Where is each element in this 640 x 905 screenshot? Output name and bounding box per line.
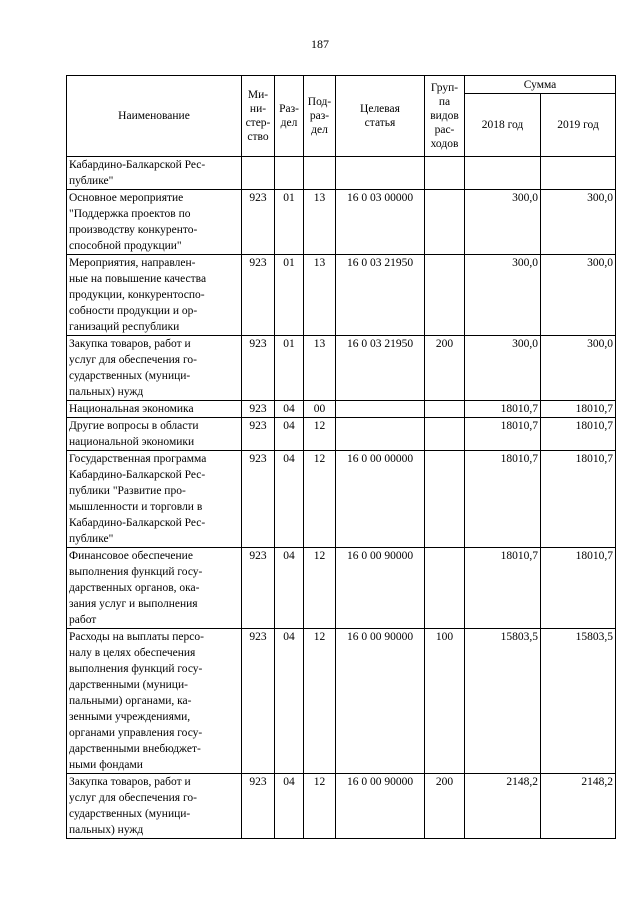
- cell-name: Другие вопросы в области национальной экономики: [67, 418, 242, 451]
- cell-sum-2018: [465, 157, 541, 190]
- cell-subsection: 13: [304, 336, 336, 401]
- header-subsection: Под- раз- дел: [304, 76, 336, 157]
- cell-expense-group: [425, 190, 465, 255]
- header-sum: Сумма: [465, 76, 616, 94]
- header-section: Раз- дел: [275, 76, 304, 157]
- cell-section: 01: [275, 190, 304, 255]
- cell-sum-2018: 300,0: [465, 190, 541, 255]
- cell-expense-group: [425, 451, 465, 548]
- cell-ministry: [242, 157, 275, 190]
- cell-name: Мероприятия, направлен- ные на повышение качества продукции, конкурентоспо- собности продукции и ор- ганизаций республики: [67, 255, 242, 336]
- cell-subsection: 12: [304, 774, 336, 839]
- cell-sum-2018: 300,0: [465, 336, 541, 401]
- cell-subsection: 13: [304, 190, 336, 255]
- cell-section: 01: [275, 336, 304, 401]
- header-expense-group: Груп- па видов рас- ходов: [425, 76, 465, 157]
- cell-subsection: 12: [304, 418, 336, 451]
- cell-sum-2018: 18010,7: [465, 548, 541, 629]
- cell-sum-2019: 18010,7: [541, 401, 616, 418]
- cell-ministry: 923: [242, 401, 275, 418]
- cell-ministry: 923: [242, 629, 275, 774]
- cell-sum-2019: 300,0: [541, 190, 616, 255]
- cell-expense-group: [425, 255, 465, 336]
- cell-name: Закупка товаров, работ и услуг для обеспечения го- сударственных (муници- пальных) нужд: [67, 774, 242, 839]
- cell-ministry: 923: [242, 336, 275, 401]
- cell-target-article: 16 0 03 21950: [336, 255, 425, 336]
- cell-ministry: 923: [242, 418, 275, 451]
- cell-ministry: 923: [242, 451, 275, 548]
- page-number: 187: [311, 37, 329, 51]
- cell-name: Национальная экономика: [67, 401, 242, 418]
- cell-target-article: [336, 418, 425, 451]
- cell-subsection: 12: [304, 629, 336, 774]
- cell-subsection: 00: [304, 401, 336, 418]
- cell-section: [275, 157, 304, 190]
- cell-sum-2019: 18010,7: [541, 418, 616, 451]
- cell-sum-2019: 18010,7: [541, 548, 616, 629]
- cell-sum-2019: 15803,5: [541, 629, 616, 774]
- cell-ministry: 923: [242, 255, 275, 336]
- cell-section: 04: [275, 418, 304, 451]
- cell-name: Основное мероприятие "Поддержка проектов по производству конкуренто- способной продукции": [67, 190, 242, 255]
- cell-sum-2019: 18010,7: [541, 451, 616, 548]
- cell-target-article: 16 0 03 00000: [336, 190, 425, 255]
- cell-target-article: [336, 401, 425, 418]
- table-row: [67, 255, 616, 336]
- cell-name: Расходы на выплаты персо- налу в целях обеспечения выполнения функций госу- дарственными (муници- пальными) органами, ка- зенными учреждениями, органами управления госу- дарственными внебюджет- ными фондами: [67, 629, 242, 774]
- header-name: Наименование: [67, 76, 242, 157]
- cell-target-article: 16 0 00 90000: [336, 629, 425, 774]
- cell-ministry: 923: [242, 190, 275, 255]
- cell-expense-group: 100: [425, 629, 465, 774]
- cell-sum-2018: 15803,5: [465, 629, 541, 774]
- header-year-2019: 2019 год: [541, 94, 616, 157]
- table-body: [67, 157, 616, 839]
- cell-expense-group: [425, 401, 465, 418]
- cell-section: 04: [275, 774, 304, 839]
- cell-sum-2019: 300,0: [541, 255, 616, 336]
- cell-sum-2019: 300,0: [541, 336, 616, 401]
- cell-expense-group: 200: [425, 774, 465, 839]
- table-row: [67, 548, 616, 629]
- cell-section: 04: [275, 548, 304, 629]
- cell-target-article: 16 0 03 21950: [336, 336, 425, 401]
- cell-sum-2018: 18010,7: [465, 401, 541, 418]
- cell-sum-2018: 18010,7: [465, 451, 541, 548]
- cell-target-article: 16 0 00 90000: [336, 774, 425, 839]
- budget-table: [66, 75, 616, 839]
- cell-sum-2018: 2148,2: [465, 774, 541, 839]
- cell-section: 04: [275, 451, 304, 548]
- table-row: [67, 629, 616, 774]
- cell-sum-2018: 300,0: [465, 255, 541, 336]
- header-year-2018: 2018 год: [465, 94, 541, 157]
- cell-expense-group: [425, 548, 465, 629]
- cell-expense-group: [425, 157, 465, 190]
- cell-name: Финансовое обеспечение выполнения функций госу- дарственных органов, ока- зания услуг и выполнения работ: [67, 548, 242, 629]
- cell-expense-group: [425, 418, 465, 451]
- table-row: [67, 774, 616, 839]
- cell-target-article: 16 0 00 00000: [336, 451, 425, 548]
- header-target-article: Целевая статья: [336, 76, 425, 157]
- table-row: [67, 157, 616, 190]
- cell-name: Кабардино-Балкарской Рес- публике": [67, 157, 242, 190]
- cell-sum-2019: 2148,2: [541, 774, 616, 839]
- cell-expense-group: 200: [425, 336, 465, 401]
- cell-target-article: 16 0 00 90000: [336, 548, 425, 629]
- table-row: [67, 336, 616, 401]
- cell-sum-2019: [541, 157, 616, 190]
- table-row: [67, 451, 616, 548]
- table-row: [67, 401, 616, 418]
- table-row: [67, 418, 616, 451]
- cell-sum-2018: 18010,7: [465, 418, 541, 451]
- cell-subsection: 13: [304, 255, 336, 336]
- header-ministry: Ми- ни- стер- ство: [242, 76, 275, 157]
- cell-section: 04: [275, 401, 304, 418]
- cell-subsection: [304, 157, 336, 190]
- cell-subsection: 12: [304, 451, 336, 548]
- cell-ministry: 923: [242, 548, 275, 629]
- table-header: [67, 76, 616, 157]
- cell-ministry: 923: [242, 774, 275, 839]
- cell-section: 04: [275, 629, 304, 774]
- cell-name: Закупка товаров, работ и услуг для обеспечения го- сударственных (муници- пальных) нужд: [67, 336, 242, 401]
- cell-target-article: [336, 157, 425, 190]
- cell-subsection: 12: [304, 548, 336, 629]
- cell-section: 01: [275, 255, 304, 336]
- table-row: [67, 190, 616, 255]
- cell-name: Государственная программа Кабардино-Балкарской Рес- публики "Развитие про- мышленности и торговли в Кабардино-Балкарской Рес- публике": [67, 451, 242, 548]
